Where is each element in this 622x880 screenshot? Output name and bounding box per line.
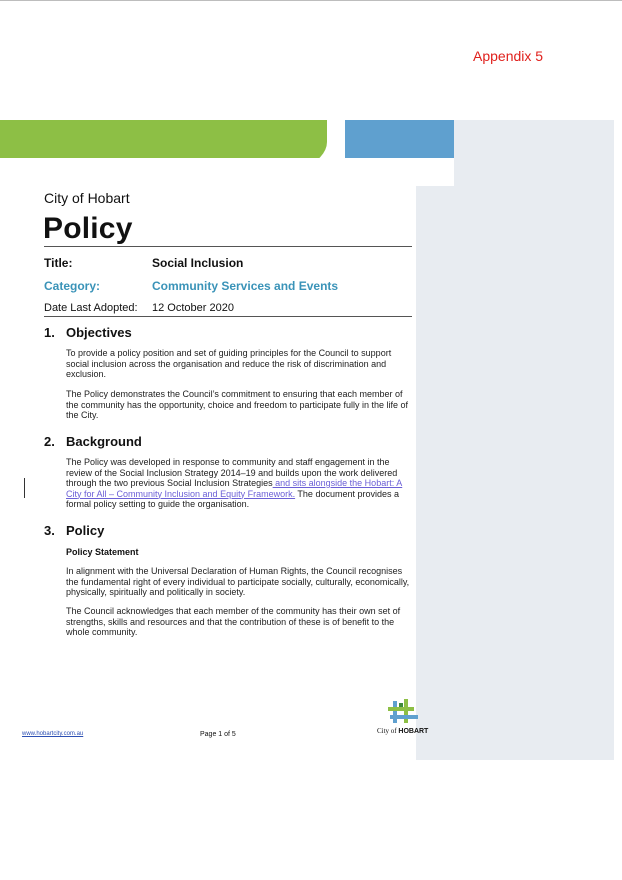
logo-text-a: City of (377, 727, 397, 735)
meta-title-value: Social Inclusion (152, 256, 244, 270)
paragraph: The Policy demonstrates the Council’s commitment to ensuring that each member of the community has the opportunity, choice and freedom to participate fully in the life of the City. (66, 389, 409, 420)
website-link[interactable]: www.hobartcity.com.au (22, 731, 84, 737)
divider (44, 246, 412, 247)
blue-header-band (345, 120, 454, 160)
paragraph: The Council acknowledges that each member of the community has their own set of strengths, skills and resources and that the contribution of these is of benefit to the whole community. (66, 606, 401, 637)
logo-wordmark (377, 727, 428, 735)
paragraph (66, 457, 410, 510)
logo-text-b: HOBART (398, 728, 429, 735)
page-number: Page 1 of 5 (200, 731, 236, 738)
meta-date-value: 12 October 2020 (152, 302, 234, 314)
section-heading-objectives (44, 325, 132, 340)
section-number: 3. (44, 523, 55, 538)
top-border (0, 0, 622, 1)
appendix-label: Appendix 5 (473, 48, 544, 64)
paragraph-text: The document provides a formal policy setting to guide the organisation. (66, 488, 399, 509)
paragraph-text: The Policy was developed in response to community and staff engagement in the review of the Social Inclusion Strategy 2014–19 and builds upon the work delivered through the two previous Social Inclusion Strategies (66, 457, 398, 488)
city-logo-icon (376, 698, 432, 728)
paragraph: To provide a policy position and set of guiding principles for the Council to support social inclusion across the organisation and reduce the risk of discrimination and exclusion. (66, 348, 392, 379)
page-title: Policy (43, 212, 133, 245)
paragraph: In alignment with the Universal Declaration of Human Rights, the Council recognises the fundamental right of every individual to participate socially, culturally, economically, physically, spiritually and politically in society. (66, 566, 410, 597)
meta-category-label: Category: (44, 279, 101, 293)
section-heading-background (44, 434, 142, 449)
section-number: 1. (44, 325, 55, 340)
grey-side-panel (416, 120, 614, 760)
divider (44, 316, 412, 317)
meta-category-value: Community Services and Events (152, 279, 339, 293)
section-heading-policy (44, 523, 104, 538)
meta-date-label: Date Last Adopted: (44, 302, 138, 314)
org-name: City of Hobart (44, 190, 130, 206)
section-title: Policy (66, 523, 105, 538)
subheading: Policy Statement (66, 547, 139, 557)
header-curve-mask (0, 158, 416, 186)
section-number: 2. (44, 434, 55, 449)
text-cursor (24, 478, 25, 498)
meta-title-label: Title: (44, 256, 73, 270)
framework-link[interactable]: and sits alongside the Hobart: A City for All – Community Inclusion and Equity Framework. (66, 478, 403, 499)
section-title: Background (66, 434, 142, 449)
section-title: Objectives (66, 325, 132, 340)
meta-title-row (44, 256, 243, 270)
header-curve-mask-right (416, 158, 454, 186)
meta-category-row (44, 279, 338, 293)
meta-date-row (44, 302, 234, 314)
